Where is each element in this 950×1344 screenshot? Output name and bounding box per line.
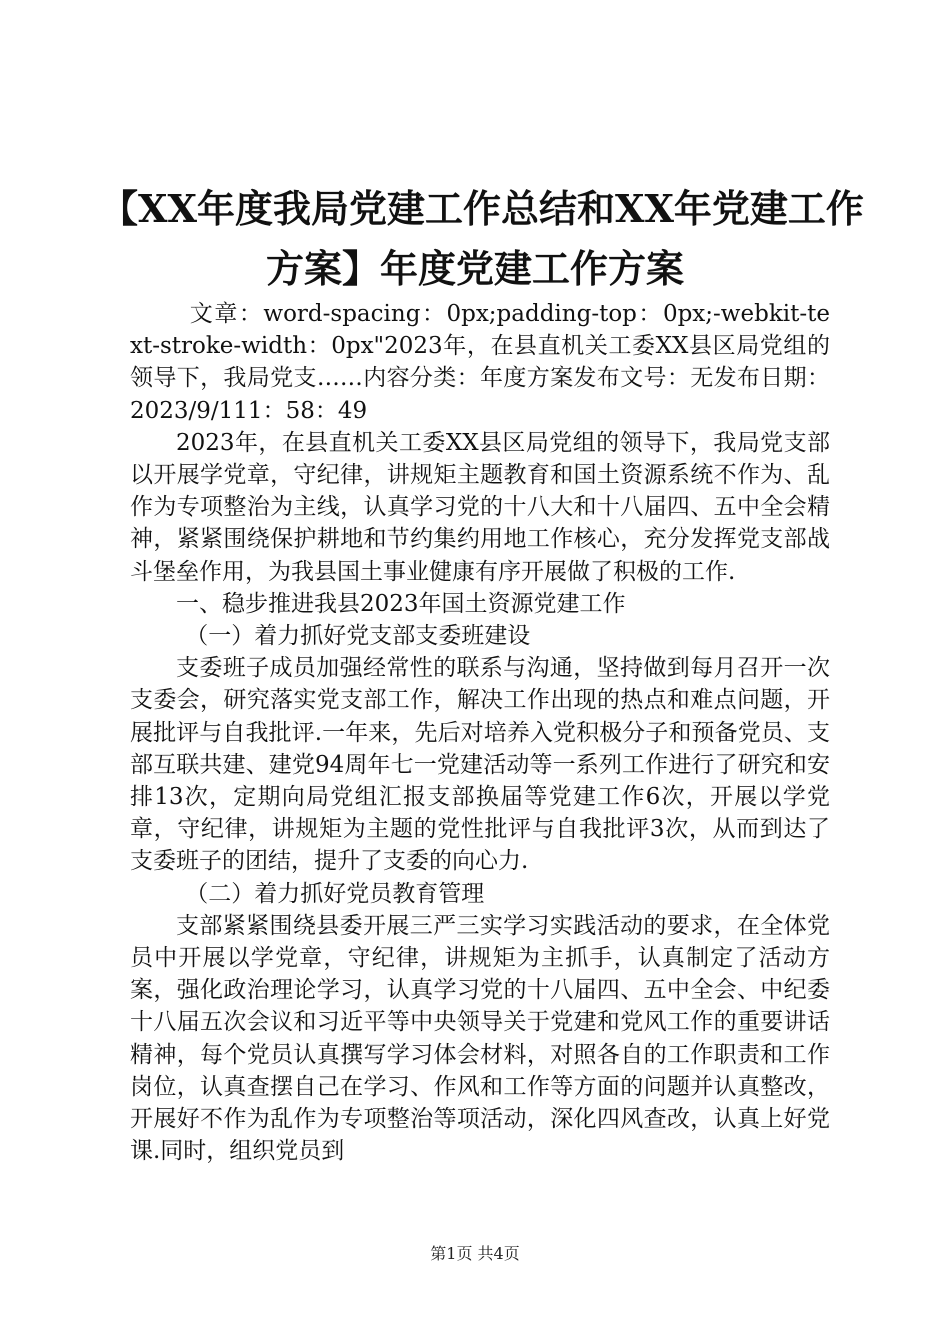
subsection-heading: （二）着力抓好党员教育管理: [185, 880, 485, 907]
document-title-line-2: 方案】年度党建工作方案: [265, 246, 684, 291]
section-heading: 一、稳步推进我县2023年国土资源党建工作: [176, 590, 626, 617]
body-paragraph: 支委班子成员加强经常性的联系与沟通，坚持做到每月召开一次支委会，研究落实党支部工作，解决工作出现的热点和难点问题，开展批评与自我批评.一年来，先后对培养入党积极分子和预备党员、支部互联共建、建党94周年七一党建活动等一系列工作进行了研究和安排13次，定期向局党组汇报支部换届等党建工作6次，开展以学党章，守纪律，讲规矩为主题的党性批评与自我批评3次，从而到达了支委班子的团结，提升了支委的向心力.: [130, 655, 830, 875]
body-paragraph: 2023年，在县直机关工委XX县区局党组的领导下，我局党支部以开展学党章，守纪律，讲规矩主题教育和国土资源系统不作为、乱作为专项整治为主线，认真学习党的十八大和十八届四、五中全会精神，紧紧围绕保护耕地和节约集约用地工作核心，充分发挥党支部战斗堡垒作用，为我县国土事业健康有序开展做了积极的工作.: [130, 429, 830, 585]
article-meta-paragraph: 文章：word-spacing：0px;padding-top：0px;-webkit-text-stroke-width：0px"2023年，在县直机关工委XX县区局党组的领导下，我局党支……内容分类：年度方案发布文号：无发布日期：2023/9/111：58：49: [130, 301, 830, 424]
subsection-heading: （一）着力抓好党支部支委班建设: [185, 623, 531, 650]
document-body: [130, 298, 830, 1167]
page-footer: 第1页 共4页: [430, 1244, 520, 1263]
document-title-line-1: 【XX年度我局党建工作总结和XX年党建工作: [100, 186, 864, 231]
body-paragraph: 支部紧紧围绕县委开展三严三实学习实践活动的要求，在全体党员中开展以学党章，守纪律，讲规矩为主抓手，认真制定了活动方案，强化政治理论学习，认真学习党的十八届四、五中全会、中纪委十八届五次会议和习近平等中央领导关于党建和党风工作的重要讲话精神，每个党员认真撰写学习体会材料，对照各自的工作职责和工作岗位，认真查摆自己在学习、作风和工作等方面的问题并认真整改，开展好不作为乱作为专项整治等项活动，深化四风查改，认真上好党课.同时，组织党员到: [130, 912, 830, 1165]
